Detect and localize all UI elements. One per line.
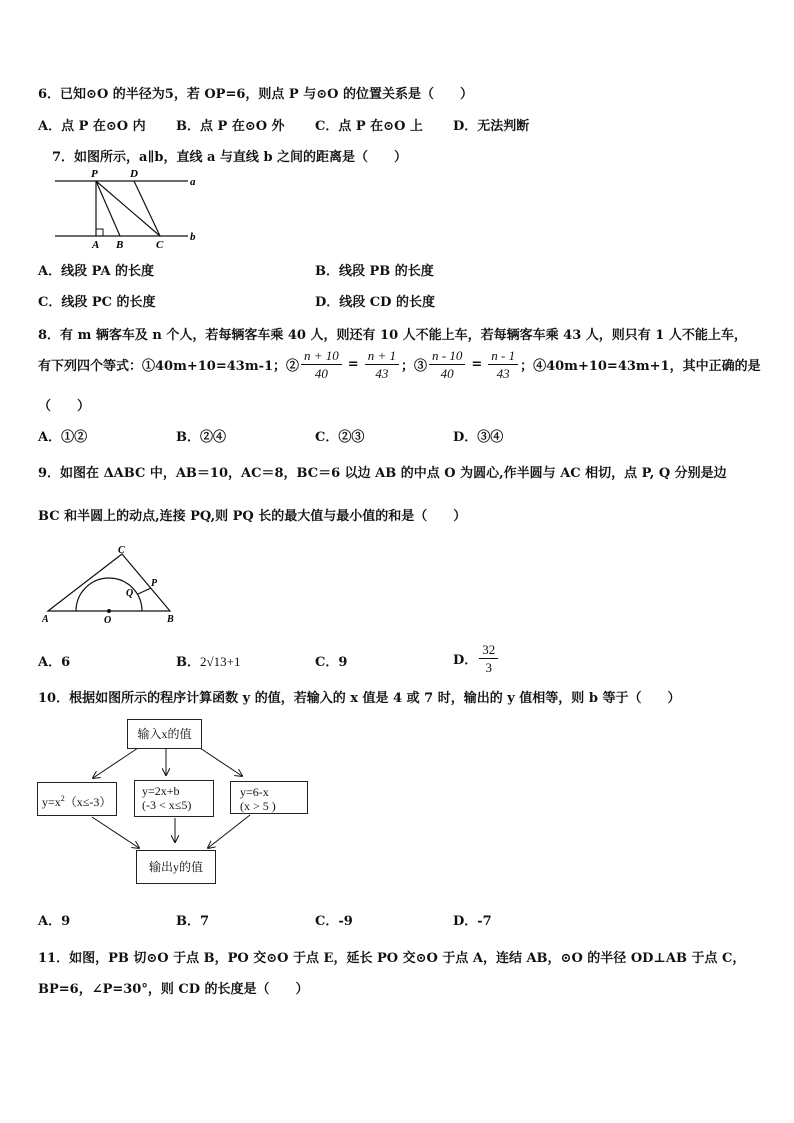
q7-option-a: A．线段 PA 的长度 <box>38 264 155 279</box>
segment-pc <box>96 181 160 236</box>
q10-option-a: A．9 <box>38 914 71 929</box>
q8-suffix: ；④40m+10=43m+1，其中正确的是 <box>520 359 761 374</box>
label-q: Q <box>126 588 134 599</box>
segment-pq <box>138 588 151 594</box>
q7-option-b: B．线段 PB 的长度 <box>315 264 434 279</box>
flow-input-box: 输入x的值 <box>127 719 202 749</box>
q7-parallel-lines-figure <box>50 164 200 250</box>
q7-option-c: C．线段 PC 的长度 <box>38 295 156 310</box>
arrow-to-right <box>197 746 242 776</box>
q10-option-d: D．-7 <box>453 914 492 929</box>
label-o: O <box>104 615 112 626</box>
q9-option-a: A．6 <box>38 655 71 670</box>
q8-prefix: 有下列四个等式：①40m+10=43m-1；② <box>38 359 300 374</box>
q8-option-d: D．③④ <box>453 430 504 445</box>
arrow-right-to-output <box>208 815 250 848</box>
q8-sep3: ；③ <box>400 359 427 374</box>
denominator: 40 <box>440 366 454 381</box>
q9-triangle-semicircle-figure <box>38 542 188 626</box>
label-b-line: b <box>190 231 196 243</box>
label-b: B <box>116 239 124 250</box>
mid-formula: y=2x+b <box>142 784 180 798</box>
q8-fraction-2a <box>301 347 342 382</box>
label-p: P <box>91 168 98 180</box>
right-condition: (x > 5 ) <box>240 799 276 813</box>
q8-option-b: B．②④ <box>176 430 226 445</box>
q6-stem: 6．已知⊙O 的半径为5，若 OP=6，则点 P 与⊙O 的位置关系是（ ） <box>38 87 473 102</box>
q8-stem-line3: （ ） <box>38 399 91 414</box>
q11-stem-line1: 11．如图，PB 切⊙O 于点 B，PO 交⊙O 于点 E，延长 PO 交⊙O 于点 A，连结 AB，⊙O 的半径 OD⊥AB 于点 C， <box>38 951 746 966</box>
denominator: 43 <box>496 366 510 381</box>
label-a-line: a <box>190 176 196 188</box>
q9-option-d <box>453 641 500 676</box>
left-formula: y=x <box>42 795 61 809</box>
right-angle-mark <box>96 229 103 236</box>
q9-option-c: C．9 <box>315 655 348 670</box>
q10-stem: 10．根据如图所示的程序计算函数 y 的值，若输入的 x 值是 4 或 7 时，输出的 y 值相等，则 b 等于（ ） <box>38 691 681 706</box>
q8-option-c: C．②③ <box>315 430 365 445</box>
q8-option-a: A．①② <box>38 430 88 445</box>
q8-fraction-3a <box>429 347 465 382</box>
label-c: C <box>118 545 125 556</box>
q6-option-d: D．无法判断 <box>453 119 530 134</box>
q8-stem-line2 <box>38 347 761 382</box>
label-a: A <box>92 239 100 250</box>
label-a: A <box>42 614 49 625</box>
q6-option-b: B．点 P 在⊙O 外 <box>176 119 285 134</box>
arrow-to-left <box>93 746 141 778</box>
q10-option-b: B．7 <box>176 914 210 929</box>
q6-option-c: C．点 P 在⊙O 上 <box>315 119 423 134</box>
option-d-fraction <box>479 641 498 676</box>
arrow-left-to-output <box>92 817 139 848</box>
mid-condition: (-3 < x≤5) <box>142 798 192 812</box>
numerator: 32 <box>479 641 498 659</box>
label-b: B <box>167 614 174 625</box>
segment-pb <box>96 181 120 236</box>
q8-stem-line1: 8．有 m 辆客车及 n 个人，若每辆客车乘 40 人，则还有 10 人不能上车，若每辆客车乘 43 人，则只有 1 人不能上车， <box>38 328 747 343</box>
flow-right-box <box>230 781 308 814</box>
q7-stem: 7．如图所示，a∥b，直线 a 与直线 b 之间的距离是（ ） <box>52 150 408 165</box>
q9-stem-line2: BC 和半圆上的动点,连接 PQ,则 PQ 长的最大值与最小值的和是（ ） <box>38 509 467 524</box>
numerator: n - 1 <box>488 347 518 365</box>
flow-left-box <box>37 782 117 816</box>
q9-option-b <box>176 651 240 670</box>
q11-stem-line2: BP=6，∠P=30°，则 CD 的长度是（ ） <box>38 982 309 997</box>
label-c: C <box>156 239 164 250</box>
q8-fraction-3b <box>488 347 518 382</box>
q7-option-d: D．线段 CD 的长度 <box>315 295 435 310</box>
option-b-math: 2√13+1 <box>200 654 241 669</box>
flow-output-box: 输出y的值 <box>136 850 216 884</box>
denominator: 40 <box>314 366 328 381</box>
q9-stem-line1: 9．如图在 ΔABC 中，AB＝10，AC＝8，BC＝6 以边 AB 的中点 O 为圆心,作半圆与 AC 相切，点 P, Q 分别是边 <box>38 466 727 481</box>
denominator: 3 <box>485 660 493 675</box>
q10-option-c: C．-9 <box>315 914 353 929</box>
center-o-dot <box>107 609 111 613</box>
option-d-label: D． <box>453 653 478 668</box>
numerator: n + 10 <box>301 347 342 365</box>
segment-dc <box>134 181 160 236</box>
numerator: n - 10 <box>429 347 465 365</box>
q6-option-a: A．点 P 在⊙O 内 <box>38 119 146 134</box>
numerator: n + 1 <box>365 347 399 365</box>
denominator: 43 <box>375 366 389 381</box>
exponent: 2 <box>60 794 65 803</box>
q8-fraction-2b <box>365 347 399 382</box>
flow-mid-box <box>134 780 214 817</box>
option-b-label: B． <box>176 655 200 670</box>
equals-sign: = <box>471 357 483 372</box>
left-condition: （x≤-3） <box>64 795 112 809</box>
equals-sign: = <box>347 357 359 372</box>
label-d: D <box>130 168 138 180</box>
right-formula: y=6-x <box>240 785 269 799</box>
label-p: P <box>151 578 158 589</box>
